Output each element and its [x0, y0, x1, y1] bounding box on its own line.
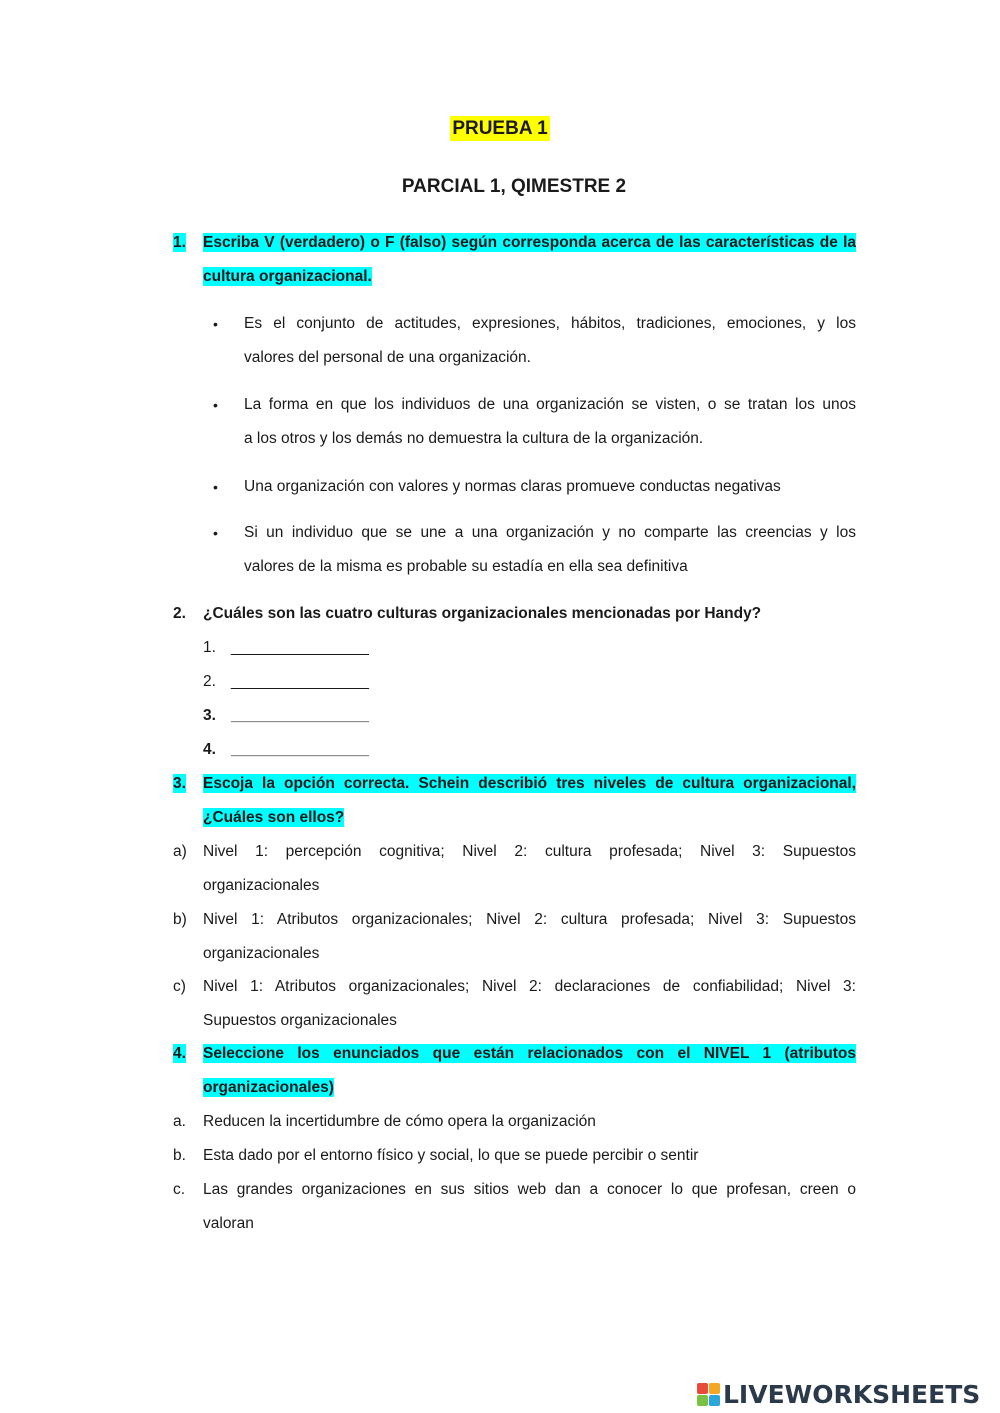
question-1-number: 1.: [173, 234, 186, 251]
logo-square: [697, 1383, 708, 1394]
answer-blank-2[interactable]: ________________: [231, 673, 369, 690]
statement-1-line2: valores del personal de una organización.: [244, 349, 531, 366]
statement-a-text[interactable]: Reducen la incertidumbre de cómo opera la organización: [203, 1113, 596, 1130]
bullet-icon: •: [213, 479, 218, 495]
statement-c-label[interactable]: c.: [173, 1181, 186, 1198]
answer-blank-1[interactable]: ________________: [231, 639, 369, 656]
page-subtitle: PARCIAL 1, QIMESTRE 2: [401, 176, 627, 197]
option-a-line1[interactable]: Nivel 1: percepción cognitiva; Nivel 2: cultura profesada; Nivel 3: Supuestos: [203, 843, 856, 860]
option-b-label[interactable]: b): [173, 911, 187, 928]
page-title: PRUEBA 1: [452, 118, 548, 139]
option-a-label[interactable]: a): [173, 843, 187, 860]
statement-4-line2: valores de la misma es probable su estadía en ella sea definitiva: [244, 558, 688, 575]
liveworksheets-logo[interactable]: [697, 1377, 980, 1411]
option-c-label[interactable]: c): [173, 978, 186, 995]
logo-text: LIVEWORKSHEETS: [723, 1379, 981, 1409]
question-3-text-line1: Escoja la opción correcta. Schein describió tres niveles de cultura organizacional,: [203, 775, 856, 792]
option-b-line1[interactable]: Nivel 1: Atributos organizacionales; Nivel 2: cultura profesada; Nivel 3: Supuestos: [203, 911, 856, 928]
option-a-line2[interactable]: organizacionales: [203, 877, 320, 894]
blank-1-number: 1.: [203, 639, 216, 656]
answer-blank-4[interactable]: ________________: [231, 741, 369, 758]
answer-blank-3[interactable]: ________________: [231, 707, 369, 724]
option-c-line2[interactable]: Supuestos organizacionales: [203, 1012, 397, 1029]
statement-4-line1: Si un individuo que se une a una organización y no comparte las creencias y los: [244, 524, 856, 541]
logo-mark-icon: [697, 1383, 720, 1406]
blank-4-number: 4.: [203, 741, 216, 758]
blank-3-number: 3.: [203, 707, 216, 724]
question-2-text: ¿Cuáles son las cuatro culturas organizacionales mencionadas por Handy?: [203, 605, 762, 622]
question-1-text-line1: Escriba V (verdadero) o F (falso) según corresponda acerca de las características de la: [203, 234, 856, 251]
statement-b-text[interactable]: Esta dado por el entorno físico y social, lo que se puede percibir o sentir: [203, 1147, 699, 1164]
statement-b-label[interactable]: b.: [173, 1147, 186, 1164]
question-3-text-line2: ¿Cuáles son ellos?: [203, 809, 345, 826]
statement-2-line1: La forma en que los individuos de una organización se visten, o se tratan los unos: [244, 396, 856, 413]
option-b-line2[interactable]: organizacionales: [203, 945, 320, 962]
logo-square: [709, 1395, 720, 1406]
question-4-text-line1: Seleccione los enunciados que están relacionados con el NIVEL 1 (atributos: [203, 1045, 856, 1062]
option-c-line1[interactable]: Nivel 1: Atributos organizacionales; Nivel 2: declaraciones de confiabilidad; Nivel 3:: [203, 978, 856, 995]
statement-1-line1: Es el conjunto de actitudes, expresiones, hábitos, tradiciones, emociones, y los: [244, 315, 856, 332]
statement-a-label[interactable]: a.: [173, 1113, 186, 1130]
question-3-number: 3.: [173, 775, 186, 792]
logo-square: [709, 1383, 720, 1394]
logo-square: [697, 1395, 708, 1406]
statement-2-line2: a los otros y los demás no demuestra la cultura de la organización.: [244, 430, 704, 447]
statement-c-line2[interactable]: valoran: [203, 1215, 254, 1232]
statement-c-line1[interactable]: Las grandes organizaciones en sus sitios web dan a conocer lo que profesan, creen o: [203, 1181, 856, 1198]
question-4-number: 4.: [173, 1045, 186, 1062]
bullet-icon: •: [213, 316, 218, 332]
question-1-text-line2: cultura organizacional.: [203, 268, 372, 285]
bullet-icon: •: [213, 397, 218, 413]
statement-3-line1: Una organización con valores y normas claras promueve conductas negativas: [244, 478, 781, 495]
bullet-icon: •: [213, 525, 218, 541]
question-2-number: 2.: [173, 605, 186, 622]
blank-2-number: 2.: [203, 673, 216, 690]
question-4-text-line2: organizacionales): [203, 1079, 334, 1096]
